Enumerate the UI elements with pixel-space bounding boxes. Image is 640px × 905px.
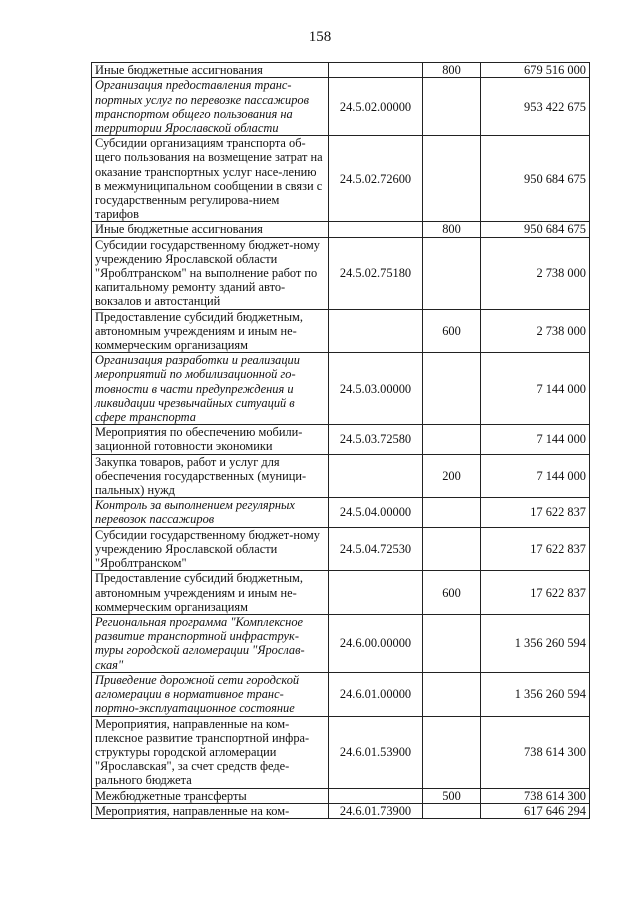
row-type-cell bbox=[423, 672, 481, 716]
row-code-cell: 24.5.04.00000 bbox=[329, 498, 423, 527]
row-amount-cell: 738 614 300 bbox=[481, 788, 590, 803]
row-amount-cell: 17 622 837 bbox=[481, 571, 590, 615]
row-type-cell bbox=[423, 237, 481, 309]
row-amount-cell: 7 144 000 bbox=[481, 353, 590, 425]
row-name-cell: Иные бюджетные ассигнования bbox=[92, 222, 329, 237]
row-amount-cell: 617 646 294 bbox=[481, 803, 590, 818]
row-type-cell bbox=[423, 803, 481, 818]
row-amount-cell: 2 738 000 bbox=[481, 309, 590, 353]
table-row bbox=[92, 614, 590, 672]
row-type-cell: 600 bbox=[423, 571, 481, 615]
table-row bbox=[92, 672, 590, 716]
row-code-cell: 24.6.01.00000 bbox=[329, 672, 423, 716]
row-code-cell: 24.5.04.72530 bbox=[329, 527, 423, 571]
table-row bbox=[92, 222, 590, 237]
budget-table-body bbox=[92, 63, 590, 819]
row-code-cell bbox=[329, 788, 423, 803]
row-code-cell: 24.5.03.00000 bbox=[329, 353, 423, 425]
row-name-cell: Межбюджетные трансферты bbox=[92, 788, 329, 803]
row-code-cell bbox=[329, 309, 423, 353]
table-row bbox=[92, 571, 590, 615]
row-amount-cell: 7 144 000 bbox=[481, 454, 590, 498]
budget-table bbox=[91, 62, 590, 819]
table-row bbox=[92, 803, 590, 818]
row-name-cell: Мероприятия, направленные на ком- bbox=[92, 803, 329, 818]
row-type-cell: 200 bbox=[423, 454, 481, 498]
row-name-cell: Субсидии государственному бюджет-ному учреждению Ярославской области "Яроблтранском" bbox=[92, 527, 329, 571]
page-number: 158 bbox=[308, 29, 332, 45]
table-row bbox=[92, 788, 590, 803]
row-code-cell bbox=[329, 63, 423, 78]
row-code-cell: 24.6.01.53900 bbox=[329, 716, 423, 788]
row-name-cell: Предоставление субсидий бюджетным, автономным учреждениям и иным не-коммерческим организациям bbox=[92, 571, 329, 615]
row-code-cell bbox=[329, 571, 423, 615]
row-amount-cell: 7 144 000 bbox=[481, 425, 590, 454]
table-row bbox=[92, 454, 590, 498]
row-type-cell: 600 bbox=[423, 309, 481, 353]
row-name-cell: Региональная программа "Комплексное развитие транспортной инфраструк-туры городской агломерации "Ярослав-ская" bbox=[92, 614, 329, 672]
row-amount-cell: 953 422 675 bbox=[481, 78, 590, 136]
row-amount-cell: 1 356 260 594 bbox=[481, 614, 590, 672]
table-row bbox=[92, 309, 590, 353]
row-name-cell: Контроль за выполнением регулярных перевозок пассажиров bbox=[92, 498, 329, 527]
row-type-cell bbox=[423, 78, 481, 136]
table-row bbox=[92, 716, 590, 788]
row-code-cell: 24.5.02.00000 bbox=[329, 78, 423, 136]
table-row bbox=[92, 527, 590, 571]
table-row bbox=[92, 353, 590, 425]
row-amount-cell: 738 614 300 bbox=[481, 716, 590, 788]
row-code-cell: 24.5.02.72600 bbox=[329, 136, 423, 222]
table-row bbox=[92, 237, 590, 309]
row-type-cell: 800 bbox=[423, 63, 481, 78]
row-type-cell bbox=[423, 353, 481, 425]
row-name-cell: Иные бюджетные ассигнования bbox=[92, 63, 329, 78]
row-amount-cell: 1 356 260 594 bbox=[481, 672, 590, 716]
row-code-cell: 24.6.00.00000 bbox=[329, 614, 423, 672]
row-name-cell: Организация предоставления транс-портных услуг по перевозке пассажиров транспортом общего пользования на территории Ярославской области bbox=[92, 78, 329, 136]
row-amount-cell: 17 622 837 bbox=[481, 498, 590, 527]
row-type-cell bbox=[423, 425, 481, 454]
row-name-cell: Мероприятия по обеспечению мобили-зационной готовности экономики bbox=[92, 425, 329, 454]
row-amount-cell: 950 684 675 bbox=[481, 222, 590, 237]
table-row bbox=[92, 78, 590, 136]
row-name-cell: Предоставление субсидий бюджетным, автономным учреждениям и иным не-коммерческим организациям bbox=[92, 309, 329, 353]
row-name-cell: Организация разработки и реализации мероприятий по мобилизационной го-товности в части предупреждения и ликвидации чрезвычайных ситуаций в сфере транспорта bbox=[92, 353, 329, 425]
row-code-cell: 24.5.03.72580 bbox=[329, 425, 423, 454]
row-amount-cell: 2 738 000 bbox=[481, 237, 590, 309]
row-name-cell: Субсидии организациям транспорта об-щего пользования на возмещение затрат на оказание транспортных услуг насе-лению в межмуниципальном сообщении в связи с государственным регулирова-нием тарифов bbox=[92, 136, 329, 222]
row-name-cell: Приведение дорожной сети городской агломерации в нормативное транс-портно-эксплуатационное состояние bbox=[92, 672, 329, 716]
row-type-cell: 800 bbox=[423, 222, 481, 237]
row-code-cell: 24.6.01.73900 bbox=[329, 803, 423, 818]
row-amount-cell: 950 684 675 bbox=[481, 136, 590, 222]
table-row bbox=[92, 498, 590, 527]
row-name-cell: Мероприятия, направленные на ком-плексное развитие транспортной инфра-структуры городской агломерации "Ярославская", за счет средств феде-рального бюджета bbox=[92, 716, 329, 788]
row-amount-cell: 679 516 000 bbox=[481, 63, 590, 78]
row-type-cell bbox=[423, 716, 481, 788]
row-code-cell bbox=[329, 222, 423, 237]
table-row bbox=[92, 63, 590, 78]
row-type-cell bbox=[423, 527, 481, 571]
table-row bbox=[92, 425, 590, 454]
row-type-cell bbox=[423, 136, 481, 222]
row-type-cell bbox=[423, 614, 481, 672]
row-name-cell: Субсидии государственному бюджет-ному учреждению Ярославской области "Яроблтранском" на выполнение работ по капитальному ремонту зданий авто-вокзалов и автостанций bbox=[92, 237, 329, 309]
table-row bbox=[92, 136, 590, 222]
row-code-cell bbox=[329, 454, 423, 498]
row-type-cell bbox=[423, 498, 481, 527]
row-code-cell: 24.5.02.75180 bbox=[329, 237, 423, 309]
row-type-cell: 500 bbox=[423, 788, 481, 803]
row-name-cell: Закупка товаров, работ и услуг для обеспечения государственных (муници-пальных) нужд bbox=[92, 454, 329, 498]
row-amount-cell: 17 622 837 bbox=[481, 527, 590, 571]
